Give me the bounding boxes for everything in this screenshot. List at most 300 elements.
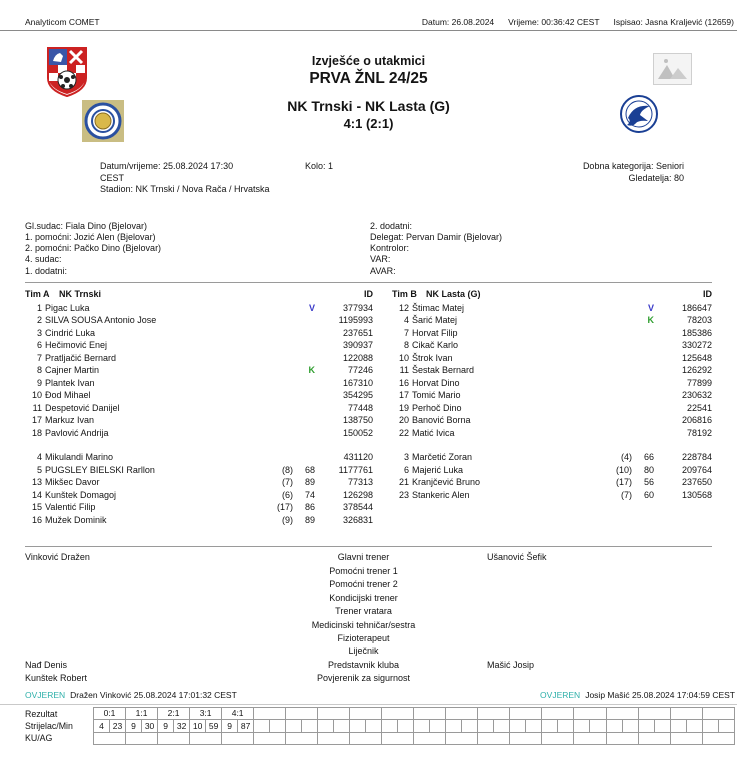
official-line: 1. pomoćni: Jozić Alen (Bjelovar) bbox=[25, 231, 156, 242]
player-name: Mikulandi Marino bbox=[45, 452, 114, 463]
result-cell: 4:1 bbox=[222, 707, 254, 720]
staff-role-label: Pomoćni trener 2 bbox=[329, 579, 398, 590]
scorer-cell bbox=[638, 720, 654, 733]
result-cell bbox=[638, 707, 670, 720]
certified-status-away: OVJEREN bbox=[540, 689, 581, 700]
substitute-row bbox=[392, 464, 712, 477]
result-cell bbox=[318, 707, 350, 720]
scorer-cell bbox=[414, 720, 430, 733]
scorer-cell bbox=[574, 720, 590, 733]
minute-cell bbox=[654, 720, 670, 733]
staff-away-name bbox=[487, 632, 712, 645]
competition-name: PRVA ŽNL 24/25 bbox=[309, 70, 428, 87]
player-number: 18 bbox=[31, 427, 42, 438]
staff-row bbox=[25, 551, 712, 564]
player-number: 16 bbox=[398, 377, 409, 388]
player-name: Plantek Ivan bbox=[45, 377, 95, 388]
player-number: 1 bbox=[36, 302, 42, 313]
player-name: Mikšec Davor bbox=[45, 477, 100, 488]
kuag-cell bbox=[670, 733, 702, 745]
staff-row bbox=[25, 672, 712, 685]
match-datetime: Datum/vrijeme: 25.08.2024 17:30 bbox=[100, 161, 234, 171]
roster-team-b bbox=[392, 287, 712, 527]
kuag-cell bbox=[94, 733, 126, 745]
captain-badge: K bbox=[647, 315, 654, 326]
result-cell bbox=[382, 707, 414, 720]
result-cell: 3:1 bbox=[190, 707, 222, 720]
result-cell bbox=[254, 707, 286, 720]
scorer-cell bbox=[286, 720, 302, 733]
staff-home-name bbox=[25, 565, 240, 578]
staff-row bbox=[25, 605, 712, 618]
minute-cell bbox=[334, 720, 350, 733]
nk-trnski-badge bbox=[82, 100, 124, 147]
staff-role-label: Kondicijski trener bbox=[329, 592, 398, 603]
sub-minute: 74 bbox=[304, 489, 315, 500]
staff-away-name: Ušanović Šefik bbox=[487, 552, 547, 563]
player-name: Majerić Luka bbox=[412, 464, 464, 475]
kuag-cell bbox=[318, 733, 350, 745]
final-score: 4:1 (2:1) bbox=[343, 116, 394, 131]
staff-away-name bbox=[487, 578, 712, 591]
minute-cell bbox=[526, 720, 542, 733]
player-id: 78192 bbox=[686, 427, 712, 438]
player-number: 15 bbox=[31, 502, 42, 513]
result-cell bbox=[414, 707, 446, 720]
minute-cell: 30 bbox=[142, 720, 158, 733]
substitute-row bbox=[25, 489, 373, 502]
sub-minute bbox=[632, 414, 654, 427]
officials-section bbox=[25, 221, 737, 277]
player-name: Cindrić Luka bbox=[45, 327, 96, 338]
id-column-header: ID bbox=[703, 288, 712, 299]
kuag-cell bbox=[126, 733, 158, 745]
player-row bbox=[25, 377, 373, 390]
official-line: VAR: bbox=[370, 254, 391, 265]
goalkeeper-badge: V bbox=[308, 302, 315, 313]
player-id: 230632 bbox=[681, 390, 712, 401]
player-number: 8 bbox=[403, 340, 409, 351]
official-line: 1. dodatni: bbox=[25, 265, 68, 276]
player-row bbox=[392, 377, 712, 390]
staff-home-name bbox=[25, 605, 240, 618]
player-number: 17 bbox=[398, 390, 409, 401]
substitute-row bbox=[392, 489, 712, 502]
player-number: 6 bbox=[36, 340, 42, 351]
sub-origin: (17) bbox=[615, 477, 632, 488]
staff-away-name bbox=[487, 605, 712, 618]
minute-cell bbox=[558, 720, 574, 733]
official-line: 4. sudac: bbox=[25, 254, 62, 265]
result-cell bbox=[670, 707, 702, 720]
attendance: Gledatelja: 80 bbox=[628, 172, 684, 183]
staff-role-label: Medicinski tehničar/sestra bbox=[311, 619, 416, 630]
player-name: Valentić Filip bbox=[45, 502, 96, 513]
player-id: 77246 bbox=[347, 365, 373, 376]
sub-minute bbox=[632, 364, 654, 377]
player-row bbox=[25, 402, 373, 415]
staff-row bbox=[25, 565, 712, 578]
result-cell bbox=[510, 707, 542, 720]
result-cell bbox=[286, 707, 318, 720]
minute-cell bbox=[622, 720, 638, 733]
player-name: Hečimović Enej bbox=[45, 340, 108, 351]
official-line: AVAR: bbox=[370, 265, 396, 276]
staff-home-name bbox=[25, 578, 240, 591]
player-name: Kunštek Domagoj bbox=[45, 489, 117, 500]
player-id: 431120 bbox=[343, 452, 373, 463]
id-column-header: ID bbox=[364, 288, 373, 299]
minute-cell: 32 bbox=[174, 720, 190, 733]
sub-minute bbox=[293, 402, 315, 415]
player-name: Markuz Ivan bbox=[45, 415, 95, 426]
sub-origin bbox=[267, 451, 293, 464]
sub-origin bbox=[267, 352, 293, 365]
team-name: NK Trnski bbox=[59, 288, 102, 299]
sub-minute bbox=[632, 377, 654, 390]
sub-minute bbox=[632, 402, 654, 415]
sub-origin: (10) bbox=[615, 464, 632, 475]
sub-minute: 89 bbox=[304, 514, 315, 525]
staff-row bbox=[25, 632, 712, 645]
sub-origin bbox=[606, 414, 632, 427]
player-row bbox=[392, 364, 712, 377]
minute-cell bbox=[462, 720, 478, 733]
sub-origin bbox=[606, 352, 632, 365]
player-id: 122088 bbox=[342, 352, 373, 363]
player-id: 126292 bbox=[681, 365, 712, 376]
roster-header bbox=[392, 287, 712, 302]
player-number: 11 bbox=[399, 365, 409, 376]
player-name: SILVA SOUSA Antonio Jose bbox=[45, 315, 157, 326]
roster-team-a bbox=[25, 287, 373, 527]
player-number: 6 bbox=[403, 464, 409, 475]
minute-cell: 23 bbox=[110, 720, 126, 733]
player-id: 377934 bbox=[342, 302, 373, 313]
player-row bbox=[25, 389, 373, 402]
player-number: 19 bbox=[398, 402, 409, 413]
player-number: 3 bbox=[36, 327, 42, 338]
player-number: 22 bbox=[398, 427, 409, 438]
scorer-cell bbox=[606, 720, 622, 733]
minute-cell bbox=[398, 720, 414, 733]
official-line: Gl.sudac: Fiala Dino (Bjelovar) bbox=[25, 220, 148, 231]
captain-badge: K bbox=[308, 365, 315, 376]
sub-origin: (7) bbox=[282, 477, 293, 488]
player-number: 4 bbox=[403, 315, 409, 326]
result-cell bbox=[606, 707, 638, 720]
staff-row bbox=[25, 619, 712, 632]
staff-home-name: Nađ Denis bbox=[25, 659, 68, 670]
staff-home-name bbox=[25, 619, 240, 632]
player-id: 228784 bbox=[681, 452, 712, 463]
official-line: Delegat: Pervan Damir (Bjelovar) bbox=[370, 231, 503, 242]
divider bbox=[0, 704, 737, 705]
player-id: 130568 bbox=[681, 489, 712, 500]
player-id: 390937 bbox=[342, 340, 373, 351]
sub-origin: (9) bbox=[282, 514, 293, 525]
kuag-cell bbox=[286, 733, 318, 745]
player-row bbox=[25, 352, 373, 365]
sub-minute bbox=[293, 414, 315, 427]
sub-minute: 80 bbox=[643, 464, 654, 475]
staff-home-name bbox=[25, 645, 240, 658]
player-row bbox=[392, 314, 712, 327]
staff-section bbox=[25, 551, 712, 685]
sub-minute bbox=[293, 314, 315, 327]
staff-role-label: Trener vratara bbox=[335, 606, 392, 617]
minute-cell: 87 bbox=[238, 720, 254, 733]
result-cell bbox=[350, 707, 382, 720]
player-id: 77448 bbox=[347, 402, 373, 413]
kuag-cell bbox=[414, 733, 446, 745]
sub-origin bbox=[267, 389, 293, 402]
sub-minute bbox=[293, 352, 315, 365]
sub-origin bbox=[606, 327, 632, 340]
player-id: 330272 bbox=[681, 340, 712, 351]
staff-row bbox=[25, 592, 712, 605]
player-number: 12 bbox=[398, 302, 409, 313]
sub-origin bbox=[267, 364, 293, 377]
staff-away-name: Mašić Josip bbox=[487, 659, 535, 670]
kuag-cell bbox=[190, 733, 222, 745]
minute-cell: 59 bbox=[206, 720, 222, 733]
minute-cell bbox=[718, 720, 734, 733]
player-id: 185386 bbox=[681, 327, 712, 338]
sub-minute bbox=[632, 427, 654, 440]
staff-role-label: Fizioterapeut bbox=[337, 632, 390, 643]
sub-origin bbox=[267, 414, 293, 427]
scorer-cell bbox=[478, 720, 494, 733]
result-grid bbox=[93, 707, 735, 745]
player-name: Mužek Dominik bbox=[45, 514, 107, 525]
sub-origin bbox=[267, 402, 293, 415]
sub-origin bbox=[267, 427, 293, 440]
scorer-cell bbox=[510, 720, 526, 733]
kuag-cell bbox=[158, 733, 190, 745]
player-id: 77313 bbox=[347, 477, 373, 488]
image-placeholder-icon bbox=[653, 53, 692, 90]
staff-role-label: Predstavnik kluba bbox=[327, 659, 400, 670]
official-line: Kontrolor: bbox=[370, 243, 410, 254]
player-number: 21 bbox=[398, 477, 409, 488]
match-stadium: Stadion: NK Trnski / Nova Rača / Hrvatska bbox=[100, 184, 270, 194]
sub-minute bbox=[293, 389, 315, 402]
player-id: 138750 bbox=[342, 415, 373, 426]
certified-status-home: OVJEREN bbox=[25, 689, 66, 700]
player-row bbox=[25, 302, 373, 315]
match-info bbox=[100, 161, 737, 196]
player-number: 23 bbox=[398, 489, 409, 500]
player-number: 11 bbox=[32, 402, 42, 413]
sub-minute: 56 bbox=[643, 477, 654, 488]
federation-crest-logo bbox=[47, 47, 87, 102]
scorer-cell: 9 bbox=[222, 720, 238, 733]
player-number: 10 bbox=[31, 390, 42, 401]
scorer-cell: 4 bbox=[94, 720, 110, 733]
age-category: Dobna kategorija: Seniori bbox=[582, 161, 684, 171]
goalkeeper-badge: V bbox=[647, 302, 654, 313]
kuag-cell bbox=[574, 733, 606, 745]
player-id: 326831 bbox=[342, 514, 373, 525]
staff-home-name: Vinković Dražen bbox=[25, 552, 90, 563]
report-title: Izvješće o utakmici bbox=[311, 54, 426, 68]
sub-origin: (8) bbox=[282, 464, 293, 475]
staff-row bbox=[25, 578, 712, 591]
result-cell bbox=[478, 707, 510, 720]
staff-role-label: Povjerenik za sigurnost bbox=[316, 673, 411, 684]
staff-row bbox=[25, 645, 712, 658]
scorer-cell bbox=[542, 720, 558, 733]
sub-origin: (17) bbox=[276, 502, 293, 513]
minute-cell bbox=[270, 720, 286, 733]
minute-cell bbox=[590, 720, 606, 733]
result-cell bbox=[446, 707, 478, 720]
player-id: 1177761 bbox=[338, 464, 373, 475]
certified-signer-away: Josip Mašić 25.08.2024 17:04:59 CEST bbox=[585, 689, 735, 700]
rosters-section bbox=[25, 287, 712, 527]
print-header bbox=[0, 0, 737, 31]
substitute-row bbox=[392, 451, 712, 464]
kuag-cell bbox=[638, 733, 670, 745]
sub-minute: 68 bbox=[304, 464, 315, 475]
sub-origin bbox=[606, 402, 632, 415]
player-id: 126298 bbox=[342, 489, 373, 500]
player-name: Despetović Danijel bbox=[45, 402, 120, 413]
substitute-row bbox=[25, 514, 373, 527]
player-id: 78203 bbox=[686, 315, 712, 326]
sub-origin bbox=[267, 377, 293, 390]
player-id: 378544 bbox=[342, 502, 373, 513]
scorer-cell bbox=[254, 720, 270, 733]
app-name: Analyticom COMET bbox=[25, 17, 100, 27]
player-name: Pratljačić Bernard bbox=[45, 352, 117, 363]
kuag-cell bbox=[350, 733, 382, 745]
player-number: 8 bbox=[36, 365, 42, 376]
staff-away-name bbox=[487, 592, 712, 605]
player-name: Stankeric Alen bbox=[412, 489, 470, 500]
sub-origin bbox=[606, 302, 632, 315]
player-row bbox=[25, 427, 373, 440]
player-id: 1195993 bbox=[338, 315, 373, 326]
player-id: 237651 bbox=[342, 327, 373, 338]
kuag-cell bbox=[542, 733, 574, 745]
player-number: 17 bbox=[31, 415, 42, 426]
player-name: PUGSLEY BIELSKI Rarllon bbox=[45, 464, 155, 475]
sub-origin bbox=[606, 314, 632, 327]
officials-right bbox=[370, 221, 737, 277]
player-name: Perhoč Dino bbox=[412, 402, 462, 413]
sub-minute bbox=[632, 389, 654, 402]
player-name: Banović Borna bbox=[412, 415, 471, 426]
certified-signer-home: Dražen Vinković 25.08.2024 17:01:32 CEST bbox=[70, 689, 237, 700]
player-number: 20 bbox=[398, 415, 409, 426]
staff-home-name bbox=[25, 632, 240, 645]
scorer-cell bbox=[702, 720, 718, 733]
player-id: 354295 bbox=[342, 390, 373, 401]
sub-minute bbox=[293, 427, 315, 440]
staff-home-name: Kunštek Robert bbox=[25, 673, 88, 684]
scorer-cell: 9 bbox=[158, 720, 174, 733]
player-id: 186647 bbox=[681, 302, 712, 313]
player-name: Štimac Matej bbox=[412, 302, 465, 313]
substitute-row bbox=[25, 476, 373, 489]
nk-lasta-badge bbox=[620, 95, 658, 138]
player-row bbox=[25, 327, 373, 340]
player-number: 7 bbox=[403, 327, 409, 338]
team-name: NK Lasta (G) bbox=[426, 288, 481, 299]
result-cell: 1:1 bbox=[126, 707, 158, 720]
player-row bbox=[392, 427, 712, 440]
printed-by: Ispisao: Jasna Kraljević (12659) bbox=[613, 17, 734, 27]
scorer-row-label: Strijelac/Min bbox=[25, 720, 73, 731]
player-row bbox=[392, 302, 712, 315]
staff-role-label: Glavni trener bbox=[337, 552, 390, 563]
kuag-row-label: KU/AG bbox=[25, 733, 53, 744]
player-name: Marčetić Zoran bbox=[412, 452, 473, 463]
player-number: 13 bbox=[31, 477, 42, 488]
player-row bbox=[25, 339, 373, 352]
sub-origin: (4) bbox=[621, 452, 632, 463]
scorer-cell: 10 bbox=[190, 720, 206, 733]
player-row bbox=[392, 402, 712, 415]
official-line: 2. dodatni: bbox=[370, 220, 413, 231]
player-row bbox=[392, 339, 712, 352]
staff-away-name bbox=[487, 565, 712, 578]
substitute-row bbox=[25, 501, 373, 514]
player-name: Tomić Mario bbox=[412, 390, 461, 401]
staff-home-name bbox=[25, 592, 240, 605]
divider bbox=[25, 282, 712, 283]
sub-origin bbox=[606, 427, 632, 440]
sub-minute: 89 bbox=[304, 477, 315, 488]
player-id: 237650 bbox=[681, 477, 712, 488]
result-cell bbox=[574, 707, 606, 720]
masthead bbox=[0, 31, 737, 143]
player-row bbox=[392, 352, 712, 365]
player-id: 209764 bbox=[681, 464, 712, 475]
result-cell bbox=[542, 707, 574, 720]
sub-minute bbox=[293, 339, 315, 352]
staff-role-label: Liječnik bbox=[348, 646, 379, 657]
player-row bbox=[25, 414, 373, 427]
player-row bbox=[392, 414, 712, 427]
player-name: Cajner Martin bbox=[45, 365, 100, 376]
minute-cell bbox=[302, 720, 318, 733]
sub-origin bbox=[267, 302, 293, 315]
official-line: 2. pomoćni: Pačko Dino (Bjelovar) bbox=[25, 243, 162, 254]
scorer-cell bbox=[318, 720, 334, 733]
certification-row bbox=[25, 690, 735, 700]
player-name: Đod Mihael bbox=[45, 390, 91, 401]
minute-cell bbox=[366, 720, 382, 733]
scorer-cell bbox=[670, 720, 686, 733]
substitute-row bbox=[25, 451, 373, 464]
staff-away-name bbox=[487, 619, 712, 632]
player-name: Horvat Dino bbox=[412, 377, 460, 388]
sub-origin bbox=[606, 364, 632, 377]
result-cell: 0:1 bbox=[94, 707, 126, 720]
sub-origin bbox=[606, 339, 632, 352]
sub-origin bbox=[606, 389, 632, 402]
player-id: 150052 bbox=[342, 427, 373, 438]
print-date: Datum: 26.08.2024 bbox=[421, 17, 495, 27]
scorer-cell: 9 bbox=[126, 720, 142, 733]
player-number: 14 bbox=[31, 489, 42, 500]
player-number: 3 bbox=[403, 452, 409, 463]
sub-origin bbox=[267, 314, 293, 327]
player-number: 9 bbox=[36, 377, 42, 388]
